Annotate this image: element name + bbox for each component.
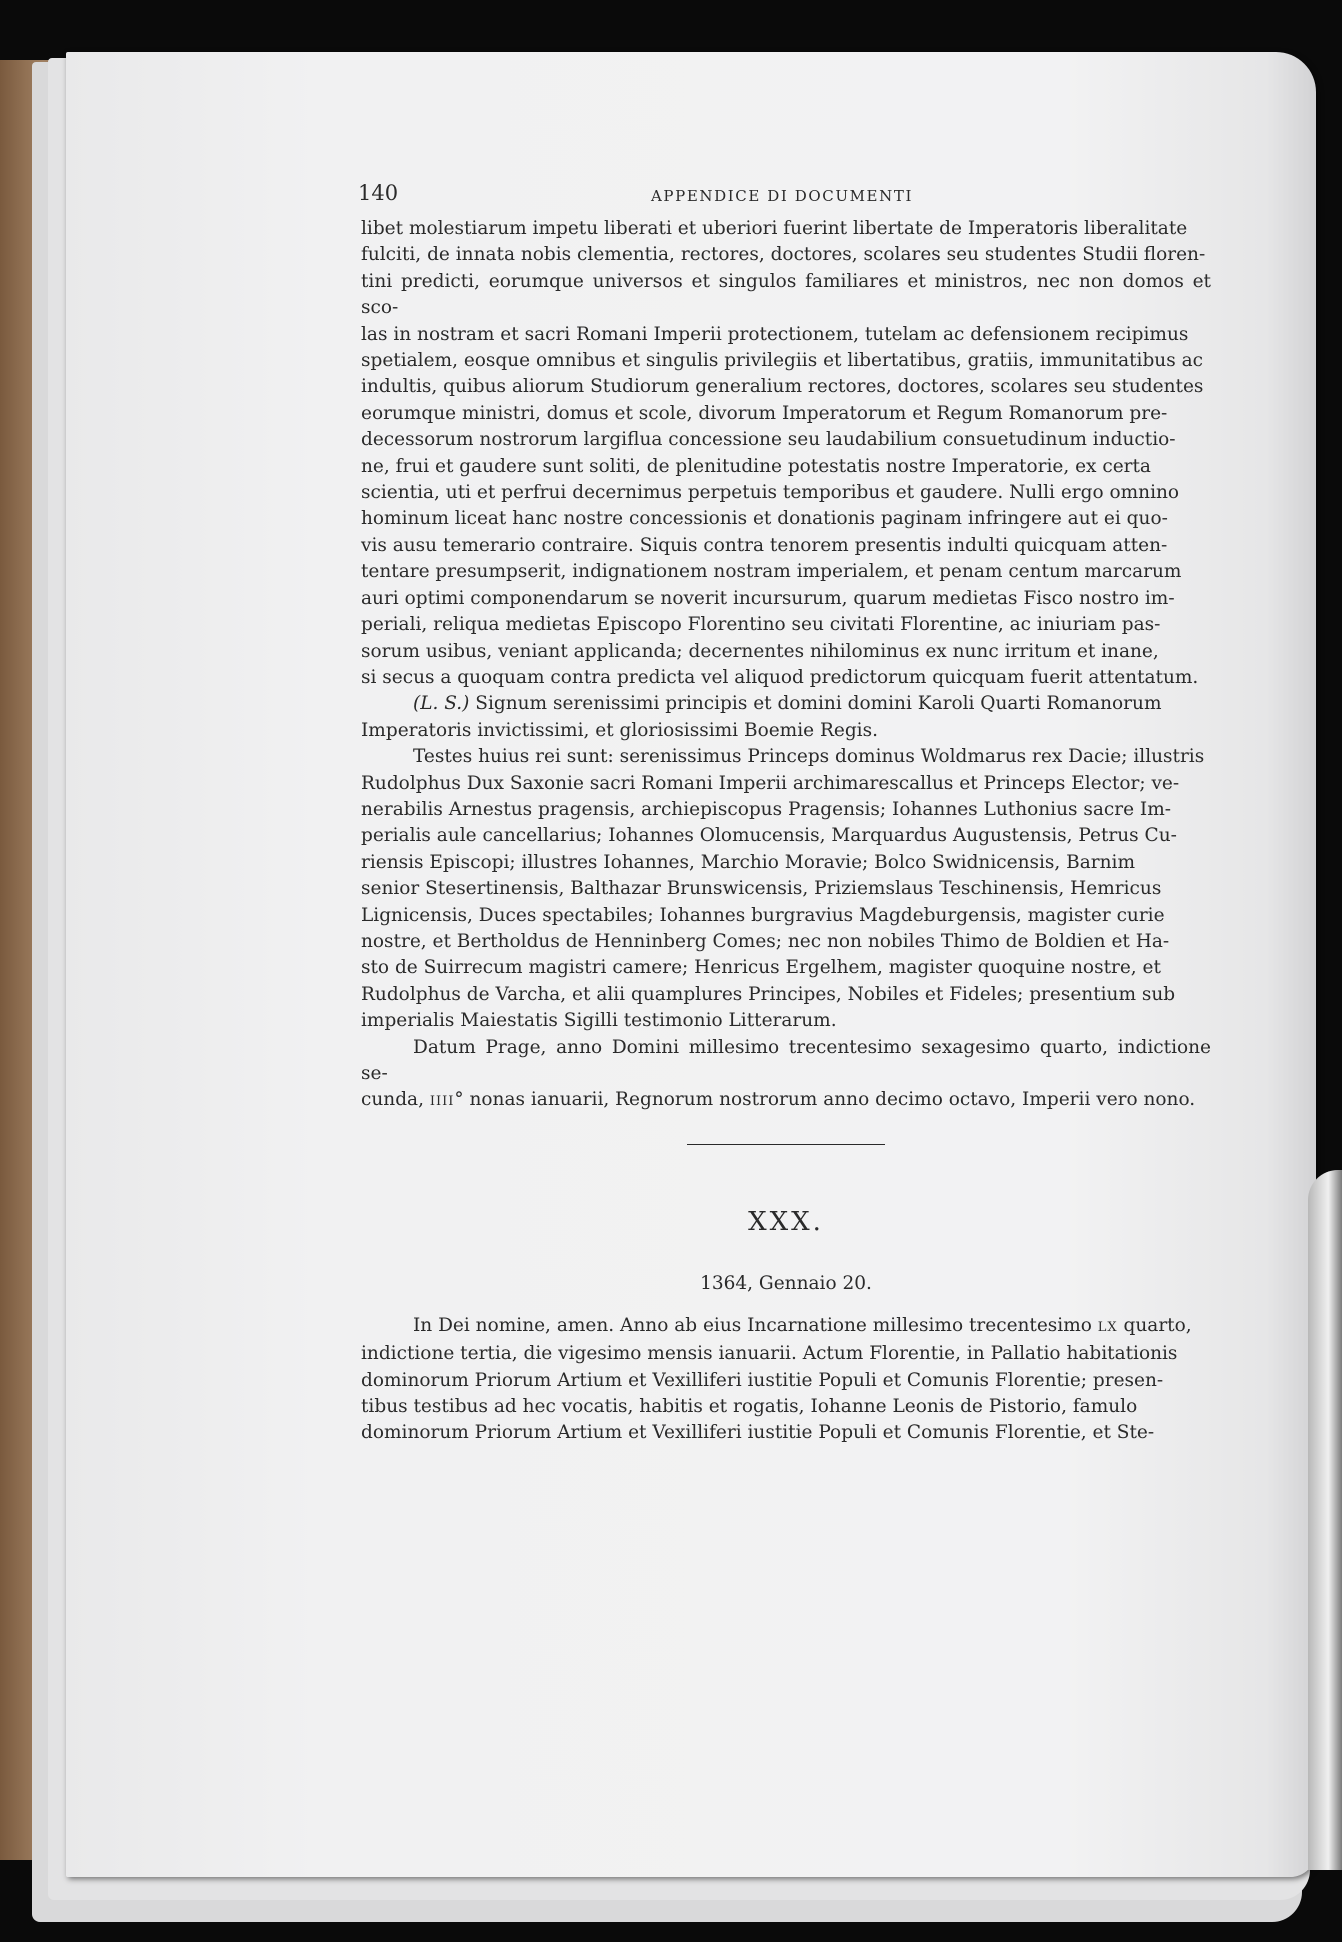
text-line: scientia, uti et perfrui decernimus perpetuis temporibus et gaudere. Nulli ergo omnino xyxy=(361,482,1180,504)
text-line: riensis Episcopi; illustres Iohannes, Marchio Moravie; Bolco Swidnicensis, Barnim xyxy=(361,851,1135,873)
text-line: ne, frui et gaudere sunt soliti, de plenitudine potestatis nostre Imperatorie, ex certa xyxy=(361,455,1151,477)
text-line: In Dei nomine, amen. Anno ab eius Incarnatione millesimo trecentesimo xyxy=(413,1314,1098,1336)
text-line: Signum serenissimi principis et domini domini Karoli Quarti Romanorum xyxy=(469,693,1162,715)
paragraph-in-dei-nomine xyxy=(361,1313,1211,1447)
text-line: las in nostram et sacri Romani Imperii protectionem, tutelam ac defensionem recipimus xyxy=(361,323,1189,345)
text-line: Rudolphus de Varcha, et alii quamplures Principes, Nobiles et Fideles; presentium sub xyxy=(361,983,1176,1005)
paragraph-datum xyxy=(361,1035,1211,1116)
text-line: periali, reliqua medietas Episcopo Florentino seu civitati Florentine, ac iniuriam pas- xyxy=(361,614,1161,636)
text-line: vis ausu temerario contraire. Siquis contra tenorem presentis indulti quicquam atten- xyxy=(361,534,1168,556)
text-line: perialis aule cancellarius; Iohannes Olomucensis, Marquardus Augustensis, Petrus Cu- xyxy=(361,825,1177,847)
page-header xyxy=(358,180,1211,216)
text-line: Testes huius rei sunt: serenissimus Princeps dominus Woldmarus rex Dacie; illustris xyxy=(413,746,1205,768)
text-line: decessorum nostrorum largiflua concessione seu laudabilium consuetudinum inductio- xyxy=(361,429,1176,451)
text-line: hominum liceat hanc nostre concessionis et donationis paginam infringere aut ei quo- xyxy=(361,508,1168,530)
roman-numeral: IIII xyxy=(429,1094,455,1110)
text-line: ° nonas ianuarii, Regnorum nostrorum anno decimo octavo, Imperii vero nono. xyxy=(454,1089,1196,1111)
text-line: dominorum Priorum Artium et Vexilliferi iustitie Populi et Comunis Florentie, et Ste- xyxy=(361,1422,1155,1444)
page-number: 140 xyxy=(358,181,399,205)
section-divider xyxy=(687,1144,885,1145)
text-line: dominorum Priorum Artium et Vexilliferi iustitie Populi et Comunis Florentie; presen- xyxy=(361,1369,1164,1391)
text-line: Lignicensis, Duces spectabiles; Iohannes burgravius Magdeburgensis, magister curie xyxy=(361,904,1165,926)
section-number: XXX. xyxy=(748,1206,824,1237)
next-page-edge xyxy=(1308,1170,1342,1870)
text-line: fulciti, de innata nobis clementia, rectores, doctores, scolares seu studentes Studii floren- xyxy=(361,244,1206,266)
text-line: indultis, quibus aliorum Studiorum generalium rectores, doctores, scolares seu studentes xyxy=(361,376,1204,398)
paragraph-witnesses xyxy=(361,744,1211,1034)
text-line: si secus a quoquam contra predicta vel aliquod predictorum quicquam fuerit attentatum. xyxy=(361,666,1199,688)
text-line: cunda, xyxy=(361,1089,430,1111)
text-line: indictione tertia, die vigesimo mensis ianuarii. Actum Florentie, in Pallatio habitationis xyxy=(361,1343,1178,1365)
text-line: auri optimi componendarum se noverit incursurum, quarum medietas Fisco nostro im- xyxy=(361,587,1175,609)
text-line: Imperatoris invictissimi, et gloriosissimi Boemie Regis. xyxy=(361,719,878,741)
text-line: spetialem, eosque omnibus et singulis privilegiis et libertatibus, gratiis, immunitatibus ac xyxy=(361,350,1203,372)
text-line: sorum usibus, veniant applicanda; decernentes nihilominus ex nunc irritum et inane, xyxy=(361,640,1159,662)
text-line: sto de Suirrecum magistri camere; Henricus Ergelhem, magister quoquine nostre, et xyxy=(361,957,1161,979)
text-line: Rudolphus Dux Saxonie sacri Romani Imperii archimarescallus et Princeps Elector; ve- xyxy=(361,772,1180,794)
locus-sigilli: (L. S.) xyxy=(413,693,470,715)
text-line: eorumque ministri, domus et scole, divorum Imperatorum et Regum Romanorum pre- xyxy=(361,402,1168,424)
text-line: tini predicti, eorumque universos et singulos familiares et ministros, nec non domos et sco- xyxy=(361,270,1211,319)
paragraph-signum xyxy=(361,691,1211,744)
text-line: tentare presumpserit, indignationem nostram imperialem, et penam centum marcarum xyxy=(361,561,1182,583)
text-line: libet molestiarum impetu liberati et uberiori fuerint libertate de Imperatoris liberalitate xyxy=(361,218,1188,239)
text-line: senior Stesertinensis, Balthazar Brunswicensis, Priziemslaus Teschinensis, Hemricus xyxy=(361,878,1162,900)
text-line: imperialis Maiestatis Sigilli testimonio Litterarum. xyxy=(361,1010,837,1032)
text-line: nerabilis Arnestus pragensis, archiepiscopus Pragensis; Iohannes Luthonius sacre Im- xyxy=(361,798,1172,820)
section-date: 1364, Gennaio 20. xyxy=(700,1272,872,1294)
text-line: tibus testibus ad hec vocatis, habitis et rogatis, Iohanne Leonis de Pistorio, famulo xyxy=(361,1396,1138,1418)
text-line: quarto, xyxy=(1117,1314,1192,1336)
page-text xyxy=(358,180,1211,1447)
text-line: nostre, et Bertholdus de Henninberg Comes; nec non nobiles Thimo de Boldien et Ha- xyxy=(361,930,1170,952)
paragraph-privilege xyxy=(361,216,1211,691)
running-head: APPENDICE DI DOCUMENTI xyxy=(651,187,913,205)
roman-numeral: LX xyxy=(1097,1319,1118,1335)
text-line: Datum Prage, anno Domini millesimo trecentesimo sexagesimo quarto, indictione se- xyxy=(361,1036,1211,1084)
